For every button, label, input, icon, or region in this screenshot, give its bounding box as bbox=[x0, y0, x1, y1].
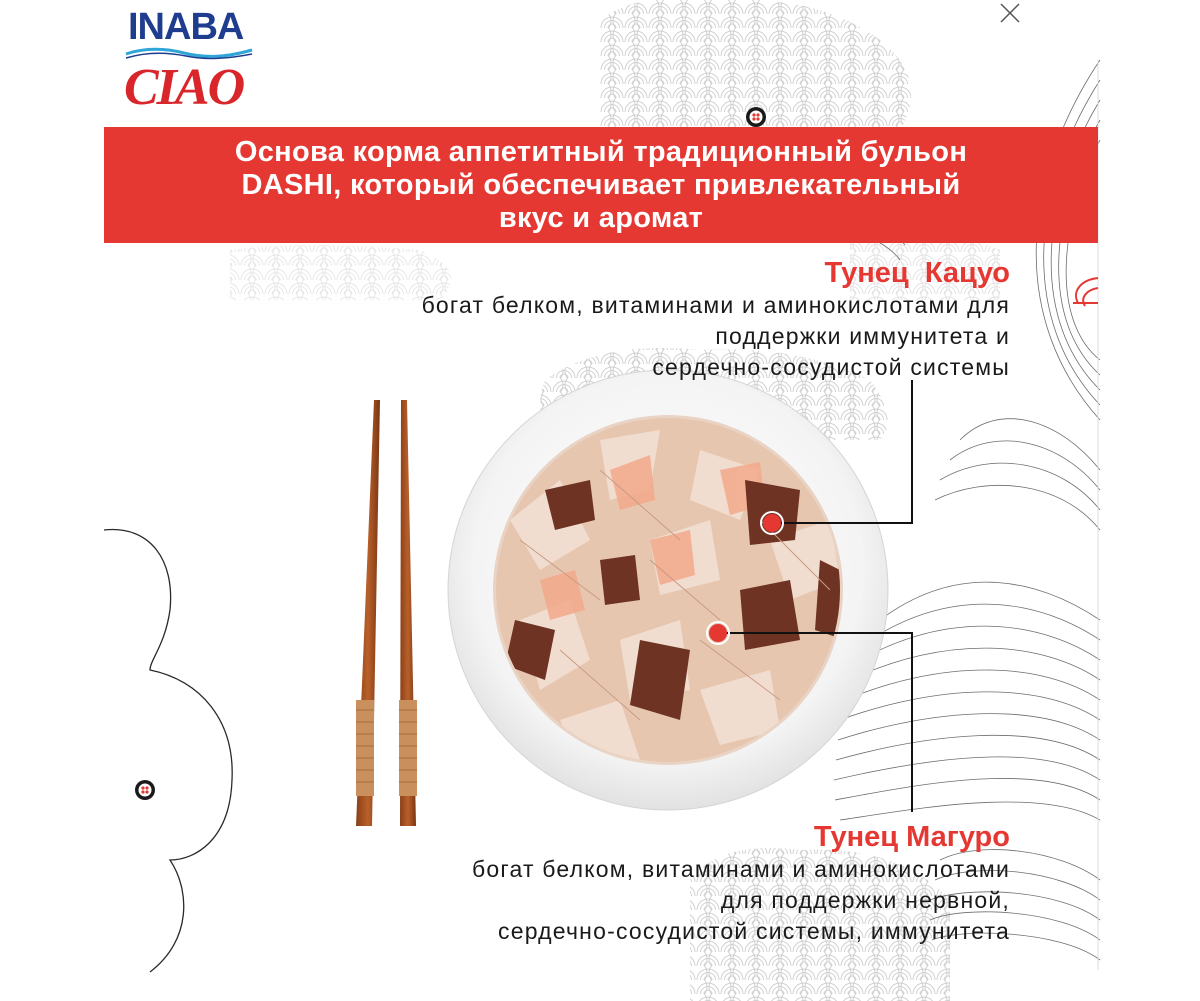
brand-name-ciao: CIAO bbox=[124, 59, 244, 116]
close-button[interactable] bbox=[997, 0, 1023, 26]
ingredient-title: Тунец Магуро bbox=[813, 821, 1010, 853]
cloud-outline bbox=[104, 530, 232, 972]
description-line: сердечно-сосудистой системы, иммунитета bbox=[498, 918, 1010, 944]
red-wave-icon bbox=[1073, 278, 1098, 306]
description-line: богат белком, витаминами и аминокислотами bbox=[472, 856, 1010, 882]
ingredient-title: Тунец Кацуо bbox=[824, 257, 1010, 289]
ingredient-maguro bbox=[472, 820, 1010, 947]
description-line: поддержки иммунитета и bbox=[715, 323, 1010, 349]
ingredient-description bbox=[422, 290, 1010, 383]
target-dot-icon bbox=[134, 779, 156, 801]
headline-text bbox=[171, 136, 1031, 235]
headline-line: вкус и аромат bbox=[498, 201, 704, 234]
description-line: для поддержки нервной, bbox=[720, 887, 1010, 913]
target-dot-icon bbox=[745, 106, 767, 128]
description-line: сердечно-сосудистой системы bbox=[652, 354, 1010, 380]
chopsticks bbox=[356, 400, 417, 826]
callout-dot-katsuo bbox=[763, 514, 781, 532]
headline-line: DASHI, который обеспечивает привлекательный bbox=[241, 168, 961, 201]
headline-line: Основа корма аппетитный традиционный бульон bbox=[234, 135, 968, 168]
ingredient-description bbox=[472, 854, 1010, 947]
food-plate bbox=[448, 370, 888, 810]
brand-logo bbox=[118, 6, 263, 116]
ingredient-katsuo bbox=[422, 256, 1010, 383]
close-icon[interactable] bbox=[997, 0, 1023, 26]
callout-dot-maguro bbox=[709, 624, 727, 642]
brand-name-inaba: INABA bbox=[128, 6, 244, 48]
description-line: богат белком, витаминами и аминокислотами для bbox=[421, 292, 1010, 318]
headline-banner bbox=[104, 127, 1098, 243]
